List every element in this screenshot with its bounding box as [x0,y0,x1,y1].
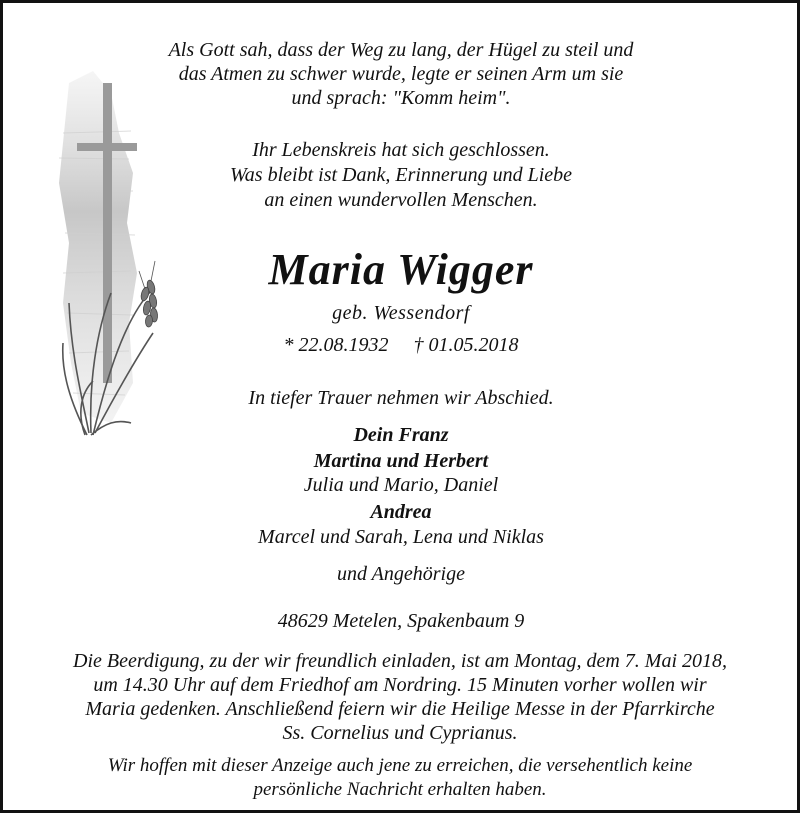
funeral-info-line: um 14.30 Uhr auf dem Friedhof am Nordring. 15 Minuten vorher wollen wir [93,674,707,696]
family-grandchildren: Julia und Mario, Daniel [303,474,499,496]
poem-line: Als Gott sah, dass der Weg zu lang, der Hügel zu steil und [168,39,634,61]
family-child: Andrea [370,501,432,523]
closing-note-line: persönliche Nachricht erhalten haben. [253,779,547,800]
funeral-info-line: Ss. Cornelius und Cyprianus. [282,722,518,744]
funeral-info-line: Die Beerdigung, zu der wir freundlich einladen, ist am Montag, dem 7. Mai 2018, [73,650,727,672]
family-relatives: und Angehörige [337,563,465,585]
address: 48629 Metelen, Spakenbaum 9 [277,610,525,632]
poem-line: und sprach: "Komm heim". [291,87,511,109]
closing-note-line: Wir hoffen mit dieser Anzeige auch jene zu erreichen, die versehentlich keine [107,755,693,776]
verse-line: Was bleibt ist Dank, Erinnerung und Liebe [229,164,573,186]
verse-line: Ihr Lebenskreis hat sich geschlossen. [252,139,550,161]
family-grandchildren: Marcel und Sarah, Lena und Niklas [258,526,544,548]
life-dates: * 22.08.1932 † 01.05.2018 [283,334,519,356]
maiden-name: geb. Wessendorf [332,302,470,324]
verse-line: an einen wundervollen Menschen. [264,189,538,211]
funeral-info-line: Maria gedenken. Anschließend feiern wir die Heilige Messe in der Pfarrkirche [85,698,715,720]
family-child: Martina und Herbert [313,450,489,472]
poem-line: das Atmen zu schwer wurde, legte er seinen Arm um sie [178,63,624,85]
deceased-name: Maria Wigger [268,245,534,294]
family-spouse: Dein Franz [353,424,449,446]
mourning-line: In tiefer Trauer nehmen wir Abschied. [248,387,554,409]
